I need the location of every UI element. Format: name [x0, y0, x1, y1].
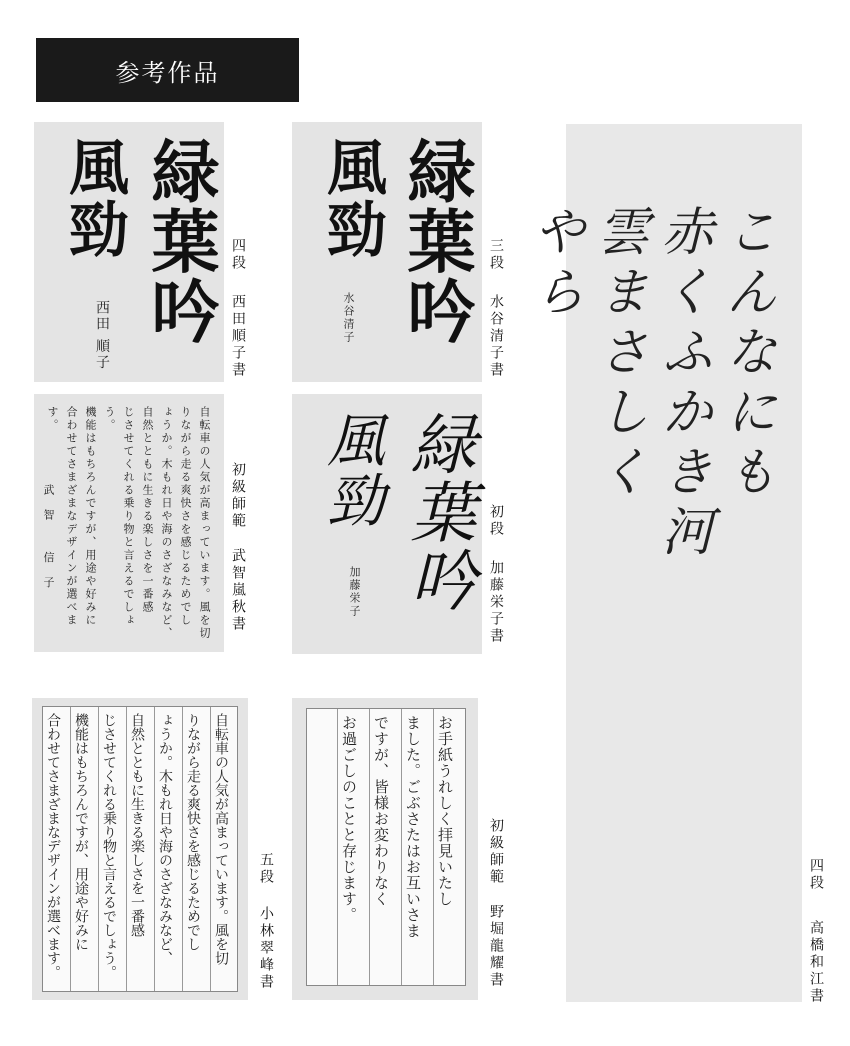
artwork-6-paper	[306, 708, 466, 986]
artwork-3-author: 武智嵐秋書	[230, 548, 246, 633]
artwork-5-rank: 五段	[258, 852, 274, 886]
section-title-banner	[36, 38, 299, 102]
artwork-7-line-4: やら	[524, 204, 584, 324]
artwork-5-paper	[42, 706, 238, 992]
artwork-2-signature: 水谷清子	[342, 292, 355, 344]
artwork-7-text	[522, 204, 778, 984]
artwork-4-column-2: 風勁	[317, 410, 385, 530]
artwork-6-line-4: お過ごしのことと存じます。	[340, 715, 358, 923]
artwork-4-column-1: 緑葉吟	[399, 410, 476, 614]
artwork-1-rank: 四段	[230, 238, 246, 272]
artwork-2	[292, 122, 482, 382]
artwork-5-line-3: ょうか。木もれ日や海のさざなみなど、	[157, 713, 173, 965]
artwork-3-line-1: 自転車の人気が高まっています。風を切	[198, 406, 211, 640]
artwork-3	[34, 394, 224, 652]
artwork-7-rank: 四段	[808, 858, 824, 892]
artwork-6-text	[333, 715, 461, 977]
artwork-1-column-2: 風勁	[59, 136, 129, 260]
artwork-3-line-2: りながら走る爽快さを感じるためでし	[179, 406, 192, 627]
artwork-6-line-3: ですが、皆様お変わりなく	[372, 715, 390, 907]
artwork-5-line-6: 機能はもちろんですが、用途や好みに	[73, 713, 89, 951]
artwork-4-signature: 加藤栄子	[348, 566, 361, 618]
section-title: 参考作品	[115, 58, 220, 87]
artwork-5-line-5: じさせてくれる乗り物と言えるでしょう。	[101, 713, 117, 979]
artwork-1-author: 西田順子書	[230, 294, 246, 379]
artwork-4-rank: 初段	[488, 504, 504, 538]
artwork-6-author: 野堀龍耀書	[488, 904, 504, 989]
artwork-3-line-3: ょうか。木もれ日や海のさざなみなど、	[160, 406, 173, 640]
artwork-5-line-2: りながら走る爽快さを感じるためでし	[185, 713, 201, 951]
artwork-6-line-1: お手紙うれしく拝見いたし	[436, 715, 454, 907]
artwork-4	[292, 394, 482, 654]
artwork-5-line-1: 自転車の人気が高まっています。風を切	[213, 713, 229, 965]
artwork-5-line-4: 自然とともに生きる楽しさを一番感	[129, 713, 145, 937]
artwork-3-line-6: 機能はもちろんですが、用途や好みに	[84, 406, 97, 627]
artwork-3-rank: 初級師範	[230, 462, 246, 530]
artwork-5	[32, 698, 248, 1000]
artwork-6	[292, 698, 478, 1000]
artwork-2-column-1: 緑葉吟	[396, 136, 476, 346]
artwork-2-author: 水谷清子書	[488, 294, 504, 379]
artwork-4-author: 加藤栄子書	[488, 560, 504, 645]
artwork-6-rank: 初級師範	[488, 818, 504, 886]
artwork-3-line-7: 合わせてさまざまなデザインが選べます。	[46, 406, 78, 627]
artwork-7-line-3: 雲まさしく	[588, 204, 648, 504]
artwork-3-text	[43, 406, 214, 642]
artwork-3-line-5: じさせてくれる乗り物と言えるでしょう。	[103, 406, 135, 627]
artwork-2-column-2: 風勁	[317, 136, 387, 260]
artwork-3-line-4: 自然とともに生きる楽しさを一番感	[141, 406, 154, 614]
artwork-7	[524, 124, 802, 1002]
artwork-5-line-7: 合わせてさまざまなデザインが選べます。	[45, 713, 61, 979]
artwork-5-author: 小林翠峰書	[258, 906, 274, 991]
artwork-7-author: 高橋和江書	[808, 920, 824, 1005]
artwork-1-signature: 西田 順子	[94, 300, 110, 371]
artwork-1-column-1: 緑葉吟	[140, 136, 220, 346]
artwork-5-text	[39, 713, 235, 985]
artwork-3-signature: 武智 信子	[42, 484, 55, 602]
artwork-6-line-2: ました。ごぶさたはお互いさま	[404, 715, 422, 939]
artwork-7-line-2: 赤くふかき河	[652, 204, 712, 564]
artwork-7-line-1: こんなにも	[716, 204, 776, 504]
artwork-2-rank: 三段	[488, 238, 504, 272]
artwork-1	[34, 122, 224, 382]
